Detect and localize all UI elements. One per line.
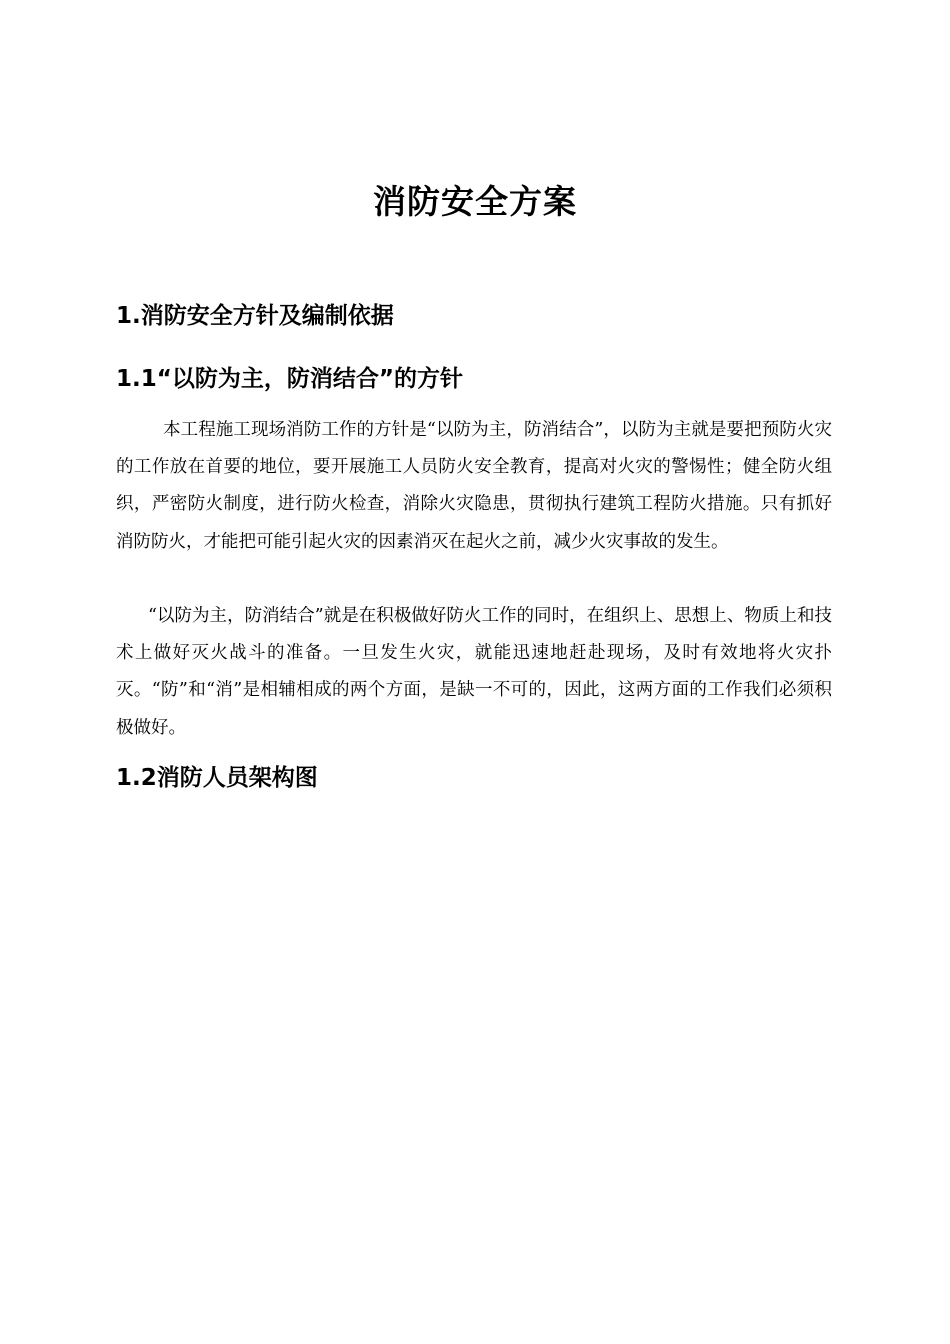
paragraph-prevention-combination: “以防为主，防消结合”就是在积极做好防火工作的同时，在组织上、思想上、物质上和技术上做好灭火战斗的准备。一旦发生火灾，就能迅速地赶赴现场，及时有效地将火灾扑灭。“防”和“消”是相辅相成的两个方面，是缺一不可的，因此，这两方面的工作我们必须积极做好。: [116, 606, 832, 738]
section-heading-1-1: 1.1“以防为主，防消结合”的方针: [116, 366, 463, 392]
paragraph-fire-policy: 本工程施工现场消防工作的方针是“以防为主，防消结合”，以防为主就是要把预防火灾的工作放在首要的地位，要开展施工人员防火安全教育，提高对火灾的警惕性；健全防火组织，严密防火制度，进行防火检查，消除火灾隐患，贯彻执行建筑工程防火措施。只有抓好消防防火，才能把可能引起火灾的因素消灭在起火之前，减少火灾事故的发生。: [116, 420, 832, 552]
section-heading-1-2: 1.2消防人员架构图: [116, 765, 318, 791]
section-heading-1: 1.消防安全方针及编制依据: [116, 303, 394, 329]
document-title: 消防安全方案: [373, 182, 577, 221]
